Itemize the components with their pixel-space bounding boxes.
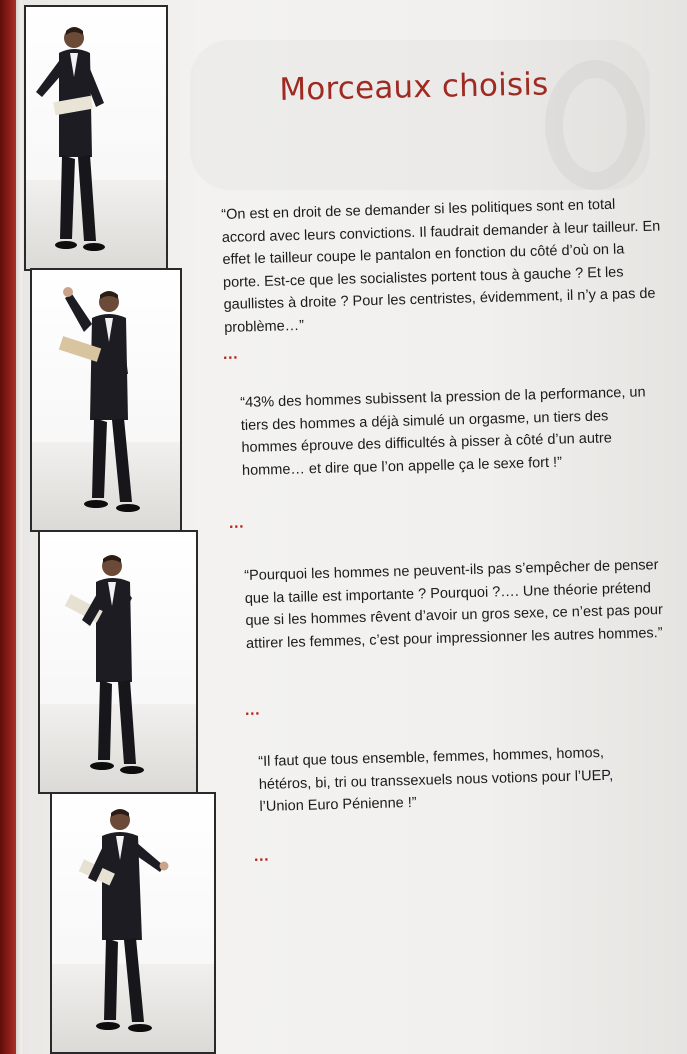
- separator-1: …: [222, 345, 240, 363]
- performer-figure-1: [26, 7, 166, 269]
- performer-figure-3: [40, 532, 196, 792]
- separator-2: …: [228, 514, 246, 532]
- quote-3: “Pourquoi les hommes ne peuvent-ils pas s’empêcher de penser que la taille est importante ? Pourquoi ?…. Une théorie prétend que si les hommes rêvent d’avoir un gros sexe, ce n’est pas pour attirer les femmes, c’est pour impressionner les autres hommes.”: [244, 557, 664, 652]
- separator-4: …: [253, 847, 271, 865]
- photo-frame-1: [24, 5, 168, 271]
- performer-figure-2: [32, 270, 180, 530]
- show-through-question-shape: [545, 60, 645, 190]
- photo-frame-3: [38, 530, 198, 794]
- photo-frame-2: [30, 268, 182, 532]
- performer-figure-4: [52, 794, 214, 1054]
- photo-frame-4: [50, 792, 216, 1054]
- page-edge: [16, 0, 22, 1054]
- page-title: Morceaux choisis: [279, 66, 549, 108]
- show-through-shape: [190, 40, 650, 190]
- separator-3: …: [244, 701, 262, 719]
- quote-2: “43% des hommes subissent la pression de la performance, un tiers des hommes a déjà simulé un orgasme, un tiers des hommes éprouve des difficultés à pisser à côté d’un autre homme… et dire que l’on appelle ça le sexe fort !”: [240, 384, 646, 479]
- red-spine: [0, 0, 16, 1054]
- quote-1: “On est en droit de se demander si les politiques sont en total accord avec leurs convictions. Il faudrait demander à leur tailleur. En effet le tailleur coupe le pantalon en fonction du côté d’où on la porte. Est-ce que les socialistes portent tous à gauche ? Et les gaullistes à droite ? Pour les centristes, évidemment, il n’y a pas de problème…”: [221, 196, 661, 336]
- quote-4: “Il faut que tous ensemble, femmes, hommes, homos, hétéros, bi, tri ou transsexuels nous votions pour l’UEP, l’Union Euro Pénienne !”: [258, 744, 614, 816]
